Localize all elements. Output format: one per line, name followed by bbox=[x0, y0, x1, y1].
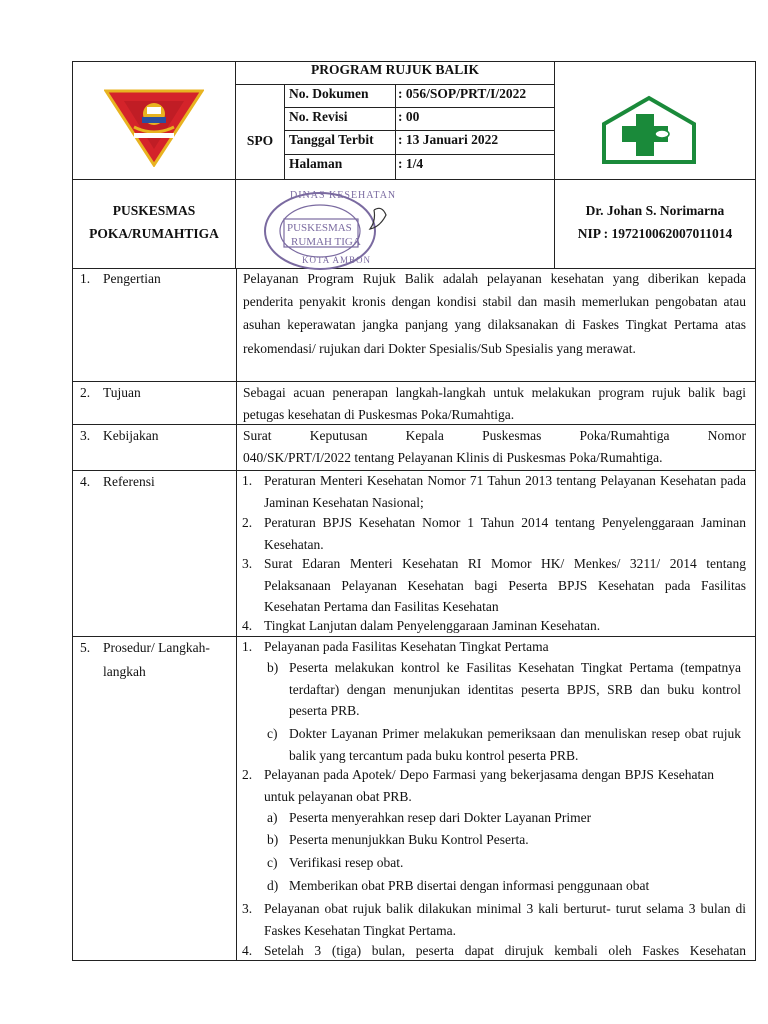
stamp-bottom-text: KOTA AMBON bbox=[302, 255, 372, 265]
section-label-tujuan: Tujuan bbox=[103, 385, 141, 400]
list-marker: 3. bbox=[242, 901, 253, 916]
meta-value-revisi: : 00 bbox=[398, 109, 420, 124]
prosedur-step bbox=[242, 940, 746, 962]
meta-key-halaman: Halaman bbox=[289, 156, 343, 171]
grid-line bbox=[235, 84, 555, 85]
prosedur-substep bbox=[267, 875, 741, 897]
stamp-top-text: DINAS KESEHATAN bbox=[290, 190, 397, 201]
section-number: 2. bbox=[80, 385, 91, 400]
list-marker: 2. bbox=[242, 515, 253, 530]
referensi-item bbox=[242, 512, 746, 555]
prosedur-substep-text: Peserta menyerahkan resep dari Dokter Layanan Primer bbox=[289, 810, 592, 825]
kebijakan-line1: Surat Keputusan Kepala Puskesmas Poka/Rumahtiga Nomor bbox=[243, 428, 746, 443]
emblem-logo-icon bbox=[104, 87, 204, 167]
meta-value-tanggal: : 13 Januari 2022 bbox=[398, 132, 499, 147]
prosedur-step bbox=[242, 636, 746, 658]
prosedur-substep bbox=[267, 829, 741, 851]
prosedur-step bbox=[242, 898, 746, 941]
meta-key-tanggal: Tanggal Terbit bbox=[289, 132, 374, 147]
doctor-name: Dr. Johan S. Norimarna bbox=[585, 203, 725, 218]
section-label-pengertian: Pengertian bbox=[103, 271, 161, 286]
section-number: 1. bbox=[80, 271, 91, 286]
meta-key-revisi: No. Revisi bbox=[289, 109, 348, 124]
prosedur-substep bbox=[267, 852, 741, 874]
referensi-item bbox=[242, 470, 746, 513]
referensi-item bbox=[242, 553, 746, 618]
section-label-referensi: Referensi bbox=[103, 474, 155, 489]
organization-name bbox=[74, 199, 234, 245]
grid-line bbox=[395, 84, 396, 179]
prosedur-substep bbox=[267, 657, 741, 722]
grid-line bbox=[235, 61, 236, 269]
prosedur-step-text: Setelah 3 (tiga) bulan, peserta dapat dirujuk kembali oleh Faskes Kesehatan bbox=[264, 943, 746, 958]
grid-line bbox=[554, 61, 555, 269]
tujuan-text: Sebagai acuan penerapan langkah-langkah untuk melakukan program rujuk balik bagi petugas kesehatan di Puskesmas Poka/Rumahtiga. bbox=[243, 385, 746, 422]
prosedur-substep-text: Peserta melakukan kontrol ke Fasilitas Kesehatan Tingkat Pertama (tempatnya terdaftar) dengan menunjukan identitas peserta BPJS, SRB dan buku kontrol peserta PRB. bbox=[289, 660, 741, 718]
section-number: 5. bbox=[80, 640, 91, 655]
grid-line bbox=[284, 84, 285, 179]
grid-line bbox=[284, 107, 555, 108]
stamp-center-line2: RUMAH TIGA bbox=[291, 236, 361, 248]
document-title: PROGRAM RUJUK BALIK bbox=[311, 62, 479, 77]
doctor-nip: NIP : 197210062007011014 bbox=[577, 226, 733, 241]
section-label-kebijakan: Kebijakan bbox=[103, 428, 159, 443]
prosedur-step-text: Pelayanan obat rujuk balik dilakukan minimal 3 kali berturut- turut selama 3 bulan di Faskes Kesehatan Tingkat Pertama. bbox=[264, 901, 746, 938]
prosedur-label-line2: langkah bbox=[103, 664, 146, 679]
list-marker: a) bbox=[267, 810, 278, 825]
kebijakan-line2: 040/SK/PRT/I/2022 tentang Pelayanan Klinis di Puskesmas Poka/Rumahtiga. bbox=[243, 450, 663, 465]
stamp-center-line1: PUSKESMAS bbox=[287, 222, 352, 234]
doctor-signatory bbox=[556, 199, 754, 245]
list-marker: c) bbox=[267, 726, 278, 741]
pengertian-text: Pelayanan Program Rujuk Balik adalah pelayanan kesehatan yang diberikan kepada penderita penyakit kronis dengan kondisi stabil dan masih memerlukan pengobatan atau asuhan keperawatan jangka panjang yang dilaksanakan di Faskes Tingkat Pertama atas rekomendasi/ rujukan dari Dokter Spesialis/Sub Spesialis yang merawat. bbox=[243, 271, 746, 356]
list-marker: c) bbox=[267, 855, 278, 870]
puskesmas-logo-icon bbox=[596, 94, 702, 164]
prosedur-substep-text: Dokter Layanan Primer melakukan pemeriksaan dan menuliskan resep obat rujuk balik yang tercantum pada buku kontrol peserta PRB. bbox=[289, 726, 741, 763]
meta-value-dokumen: : 056/SOP/PRT/I/2022 bbox=[398, 86, 527, 101]
prosedur-substep bbox=[267, 723, 741, 766]
list-marker: 2. bbox=[242, 767, 253, 782]
list-marker: 1. bbox=[242, 639, 253, 654]
prosedur-substep-text: Memberikan obat PRB disertai dengan informasi penggunaan obat bbox=[289, 878, 650, 893]
grid-line bbox=[284, 130, 555, 131]
meta-key-dokumen: No. Dokumen bbox=[289, 86, 369, 101]
prosedur-substep bbox=[267, 807, 741, 829]
spo-label: SPO bbox=[246, 133, 274, 148]
list-marker: 4. bbox=[242, 618, 253, 633]
list-marker: b) bbox=[267, 660, 279, 675]
referensi-item-text: Peraturan BPJS Kesehatan Nomor 1 Tahun 2014 tentang Penyelenggaraan Jaminan Kesehatan. bbox=[264, 515, 746, 552]
section-number: 4. bbox=[80, 474, 91, 489]
list-marker: 3. bbox=[242, 556, 253, 571]
list-marker: 4. bbox=[242, 943, 253, 958]
list-marker: b) bbox=[267, 832, 279, 847]
referensi-item bbox=[242, 615, 746, 637]
list-marker: 1. bbox=[242, 473, 253, 488]
prosedur-substep-text: Verifikasi resep obat. bbox=[289, 855, 404, 870]
referensi-item-text: Peraturan Menteri Kesehatan Nomor 71 Tahun 2013 tentang Pelayanan Kesehatan pada Jaminan Kesehatan Nasional; bbox=[264, 473, 746, 510]
prosedur-substep-text: Peserta menunjukkan Buku Kontrol Peserta. bbox=[289, 832, 529, 847]
grid-line bbox=[236, 268, 237, 961]
list-marker: d) bbox=[267, 878, 279, 893]
meta-value-halaman: : 1/4 bbox=[398, 156, 424, 171]
section-label-prosedur bbox=[103, 636, 210, 684]
grid-line bbox=[284, 154, 555, 155]
prosedur-step-text: Pelayanan pada Apotek/ Depo Farmasi yang bekerjasama dengan BPJS Kesehatan untuk pelayanan obat PRB. bbox=[264, 767, 714, 804]
org-line1: PUSKESMAS bbox=[112, 203, 196, 218]
grid-line bbox=[72, 179, 756, 180]
referensi-item-text: Surat Edaran Menteri Kesehatan RI Momor HK/ Menkes/ 3211/ 2014 tentang Pelaksanaan Pelayanan Kesehatan bagi Peserta BPJS Kesehatan pada Fasilitas Kesehatan Pertama dan Fasilitas Kesehatan bbox=[264, 556, 746, 614]
prosedur-label-line1: Prosedur/ Langkah- bbox=[103, 640, 210, 655]
prosedur-step-text: Pelayanan pada Fasilitas Kesehatan Tingkat Pertama bbox=[264, 639, 549, 654]
referensi-item-text: Tingkat Lanjutan dalam Penyelenggaraan Jaminan Kesehatan. bbox=[264, 618, 601, 633]
prosedur-step bbox=[242, 764, 714, 807]
org-line2: POKA/RUMAHTIGA bbox=[89, 226, 219, 241]
section-number: 3. bbox=[80, 428, 91, 443]
